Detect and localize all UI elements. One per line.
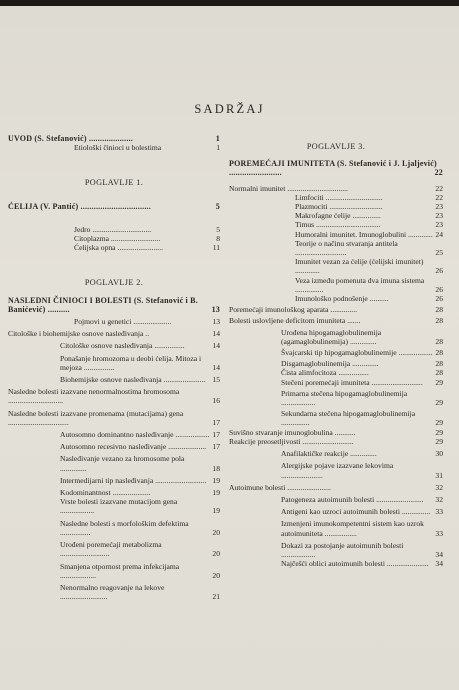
toc-entry-text: Ćelijska opna ........................ <box>74 243 164 253</box>
toc-entry-text: Timus .................................. <box>295 220 381 230</box>
toc-entry <box>8 476 220 485</box>
toc-entry-text: Nenormalno reagovanje na lekove ......................... <box>60 582 165 602</box>
toc-page-number: 14 <box>212 341 220 351</box>
toc-entry <box>8 375 220 384</box>
toc-entry-text: Jedro ............................... <box>74 224 152 234</box>
toc-entry <box>229 519 443 537</box>
toc-left-column <box>8 134 220 601</box>
page-title: SADRŽAJ <box>194 102 265 116</box>
toc-entry-text: Reakcije preosetljivosti ........................... <box>229 436 354 446</box>
toc-entry-text: Nasledne bolesti izazvane promenama (mutacijama) gena ................................ <box>8 408 184 427</box>
toc-entry <box>8 519 220 537</box>
toc-page-number: 33 <box>435 507 443 517</box>
toc-entry-text: Ponašanje hromozoma u deobi ćelija. Mitoza i mejoza ................ <box>60 353 202 372</box>
toc-entry-text: POGLAVLJE 1. <box>84 178 144 188</box>
toc-page-number: 23 <box>435 202 443 212</box>
toc-chapter-heading <box>8 134 220 143</box>
toc-entry-text: Suvišno stvaranje imunoglobulina ........... <box>229 427 356 437</box>
toc-entry <box>229 437 443 446</box>
toc-page-number: 15 <box>212 375 220 385</box>
toc-page-number: 29 <box>435 427 443 437</box>
toc-page-number: 28 <box>435 348 443 358</box>
toc-page-number: 28 <box>435 316 443 326</box>
toc-page-number: 25 <box>435 248 443 258</box>
toc-entry <box>8 540 220 558</box>
toc-page-number: 11 <box>212 243 220 253</box>
toc-entry <box>8 454 220 472</box>
toc-page-number: 26 <box>435 294 443 304</box>
toc-page-number: 28 <box>435 336 443 346</box>
toc-entry <box>8 488 220 497</box>
toc-entry-text: Patogeneza autoimunih bolesti ......................... <box>281 494 424 504</box>
toc-entry <box>8 497 220 515</box>
toc-entry <box>8 329 220 338</box>
toc-entry <box>8 143 220 152</box>
toc-entry-text: Limfociti .............................. <box>295 192 383 202</box>
toc-entry <box>229 389 443 407</box>
toc-entry <box>229 559 443 568</box>
toc-chapter-label <box>8 278 220 287</box>
toc-entry <box>229 184 443 193</box>
toc-page-number: 32 <box>435 494 443 504</box>
toc-page-number: 22 <box>435 183 443 193</box>
toc-chapter-heading <box>8 202 220 211</box>
toc-page-number: 20 <box>212 527 220 537</box>
toc-page-number: 23 <box>435 220 443 230</box>
toc-entry-text: Imunološko podnošenje .......... <box>295 294 389 304</box>
toc-entry <box>8 409 220 427</box>
toc-page-number: 28 <box>435 359 443 369</box>
toc-entry-text: Dokazi za postojanje autoimunih bolesti .................. <box>281 540 404 559</box>
toc-entry-text: Poremećaji imunološkog aparata .............. <box>229 305 358 315</box>
toc-page-number: 26 <box>435 266 443 276</box>
toc-entry-text: Pojmovi u genetici .................... <box>74 317 172 327</box>
toc-entry <box>8 243 220 252</box>
toc-page-number: 34 <box>435 559 443 569</box>
toc-entry-text: Intermedijarni tip nasleđivanja ........................... <box>60 475 207 485</box>
toc-page-number: 17 <box>212 430 220 440</box>
toc-page-number: 14 <box>212 329 220 339</box>
toc-page-number: 8 <box>216 234 220 244</box>
toc-page-number: 5 <box>215 201 220 211</box>
toc-entry <box>229 202 443 211</box>
toc-entry-text: ĆELIJA (V. Pantić) ................................ <box>8 201 151 211</box>
toc-entry <box>229 257 443 275</box>
toc-entry-text: Antigeni kao uzroci autoimunih bolesti ............... <box>281 507 431 517</box>
toc-page-number: 28 <box>435 305 443 315</box>
toc-entry-text: Veza između pomenuta dva imuna sistema ............... <box>295 275 425 294</box>
toc-entry <box>229 541 443 559</box>
toc-entry <box>229 495 443 504</box>
toc-page-number: 29 <box>435 398 443 408</box>
toc-entry <box>229 483 443 492</box>
toc-entry-text: Citološke i biohemijske osnove nasleđivanja .. <box>8 329 150 339</box>
toc-entry <box>229 193 443 202</box>
toc-entry-text: Bolesti uslovljene deficitom imuniteta ....... <box>229 316 361 326</box>
toc-chapter-heading <box>229 159 443 177</box>
toc-entry-text: Vrste bolesti izazvane mutacijom gena .................. <box>60 497 178 516</box>
toc-entry-text: Autoimune bolesti ....................... <box>229 482 331 492</box>
toc-entry-text: Primarna stečena hipogamaglobulinemija .................. <box>281 388 408 408</box>
toc-entry-text: Kodominantnost .................... <box>60 488 151 498</box>
toc-right-column <box>229 134 443 568</box>
toc-entry-text: Citoplazma .......................... <box>74 234 161 244</box>
toc-entry-text: Nasledne bolesti izazvane nenormalnostima hromosoma ............................. <box>8 387 180 406</box>
toc-entry <box>8 387 220 405</box>
toc-entry-text: Smanjena otpornost prema infekcijama ................... <box>60 561 180 580</box>
toc-page-number: 29 <box>435 377 443 387</box>
toc-page-number: 21 <box>212 592 220 602</box>
toc-entry <box>229 220 443 229</box>
toc-page-number: 16 <box>212 396 220 406</box>
toc-entry-text: Teorije o načinu stvaranja antitela ........................... <box>295 238 398 258</box>
toc-entry <box>8 341 220 350</box>
toc-entry-text: Imunitet vezan za ćelije (ćelijski imunitet) ............. <box>295 257 424 276</box>
toc-entry-text: Etiološki činioci u bolestima <box>74 143 162 153</box>
toc-entry <box>229 507 443 516</box>
toc-entry-text: UVOD (S. Stefanović) .................... <box>8 134 133 143</box>
toc-page-number: 5 <box>216 224 220 234</box>
toc-entry <box>8 354 220 372</box>
toc-page-number: 13 <box>212 317 220 327</box>
toc-entry-text: Disgamaglobulinemija .............. <box>281 359 379 369</box>
toc-entry-text: Urođeni poremećaji metabolizma .......................... <box>60 540 162 559</box>
toc-entry <box>229 294 443 303</box>
toc-entry <box>8 317 220 326</box>
toc-page-number: 13 <box>211 304 220 314</box>
toc-entry-text: Švajcarski tip hipogamaglobulinemije .................. <box>281 348 433 358</box>
toc-entry-text: Izmenjeni imunokompetentni sistem kao uzrok autoimuniteta ................. <box>281 519 424 538</box>
toc-entry-text: Najčešći oblici autoimunih bolesti ...................... <box>281 559 429 569</box>
toc-page-number: 19 <box>212 506 220 516</box>
toc-entry <box>229 378 443 387</box>
toc-page-number: 18 <box>212 463 220 473</box>
toc-entry-text: Autosomno dominantno nasleđivanje .................. <box>60 430 210 440</box>
toc-page-number: 19 <box>212 475 220 485</box>
toc-entry-text: NASLEDNI ČINIOCI I BOLESTI (S. Stefanović i B. Banićević) .......... <box>8 295 198 314</box>
toc-entry <box>229 461 443 479</box>
toc-entry-text: Nasleđivanje vezano za hromosome pola .............. <box>60 454 185 473</box>
toc-entry-text: POREMEĆAJI IMUNITETA (S. Stefanović i J. Ljaljević) ........................ <box>229 159 437 178</box>
toc-page-number: 30 <box>435 449 443 459</box>
toc-entry <box>229 305 443 314</box>
toc-entry <box>8 225 220 234</box>
toc-entry <box>8 583 220 601</box>
toc-entry-text: Plazmociti ............................ <box>295 202 383 212</box>
toc-chapter-heading <box>8 296 220 314</box>
toc-entry <box>8 442 220 451</box>
toc-entry-text: Anafilaktičke reakcije .............. <box>281 449 377 459</box>
toc-entry-text: Humoralni imunitet. Imunoglobulini ............. <box>295 229 433 239</box>
toc-page-number: 23 <box>435 211 443 221</box>
toc-entry <box>229 316 443 325</box>
toc-page-number: 19 <box>212 488 220 498</box>
toc-page-number: 29 <box>435 436 443 446</box>
toc-entry <box>229 230 443 239</box>
toc-entry-text: Čista alimfocitoza ................ <box>281 368 369 378</box>
toc-page-number: 24 <box>435 229 443 239</box>
toc-entry <box>229 276 443 294</box>
toc-entry-text: Alergijske pojave izazvane lekovima ...................... <box>281 461 394 480</box>
toc-entry <box>8 430 220 439</box>
toc-entry <box>229 449 443 458</box>
toc-entry-text: Nasledne bolesti s morfološkim defektima ................ <box>60 518 189 537</box>
toc-entry <box>229 328 443 346</box>
toc-entry-text: Sekundarna stečena hipogamaglobulinemija ............... <box>281 409 416 428</box>
toc-entry-text: Urođena hipogamaglobulinemija (agamaglobulinemija) .............. <box>281 327 382 346</box>
toc-entry-text: Normalni imunitet ................................ <box>229 183 348 193</box>
toc-page-number: 34 <box>435 549 443 559</box>
book-page <box>0 6 459 690</box>
toc-entry <box>229 211 443 220</box>
toc-page-number: 1 <box>216 143 220 153</box>
toc-entry-text: POGLAVLJE 3. <box>306 142 366 151</box>
toc-chapter-label <box>8 178 220 187</box>
toc-page-number: 29 <box>435 418 443 428</box>
toc-page-number: 33 <box>435 528 443 538</box>
toc-page-number: 20 <box>212 549 220 559</box>
toc-entry-text: Biohemijske osnove nasleđivanja ...................... <box>60 375 206 385</box>
toc-page-number: 20 <box>212 570 220 580</box>
toc-page-number: 22 <box>435 192 443 202</box>
toc-entry <box>229 368 443 377</box>
toc-page-number: 17 <box>212 417 220 427</box>
toc-entry <box>8 562 220 580</box>
toc-page-number: 28 <box>435 368 443 378</box>
toc-page-number: 17 <box>212 442 220 452</box>
toc-entry-text: Autosomno recesivno nasleđivanje .................... <box>60 442 207 452</box>
toc-page-number: 1 <box>215 134 220 143</box>
toc-page-number: 32 <box>435 482 443 492</box>
toc-page-number: 14 <box>212 362 220 372</box>
toc-page-number: 31 <box>435 470 443 480</box>
toc-entry <box>229 409 443 427</box>
toc-entry <box>8 234 220 243</box>
toc-entry <box>229 239 443 257</box>
toc-entry-text: Makrofagne ćelije ............... <box>295 211 381 221</box>
toc-entry-text: Citološke osnove nasleđivanja ................ <box>60 341 185 351</box>
toc-entry <box>229 348 443 357</box>
toc-entry <box>229 428 443 437</box>
toc-page-number: 26 <box>435 284 443 294</box>
toc-entry-text: POGLAVLJE 2. <box>84 278 144 288</box>
toc-chapter-label <box>229 142 443 151</box>
toc-page-number: 22 <box>434 168 443 178</box>
toc-entry-text: Stečeni poremećaji imuniteta ........................... <box>281 377 423 387</box>
